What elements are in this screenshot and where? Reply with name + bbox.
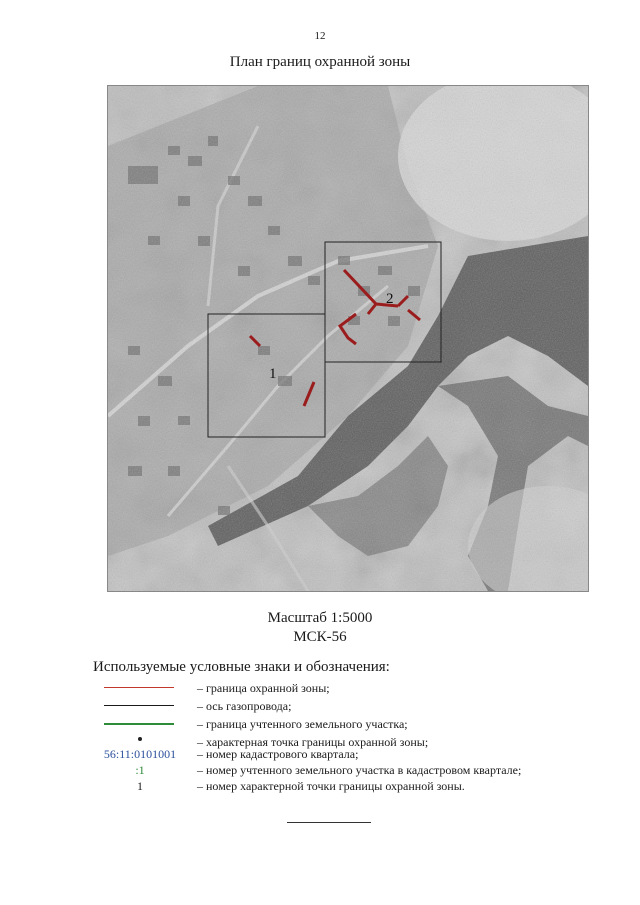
map-label-2: 2 bbox=[386, 291, 394, 307]
legend-symbol bbox=[100, 679, 180, 697]
legend-symbol bbox=[100, 697, 180, 715]
legend-text: – ось газопровода; bbox=[197, 699, 292, 713]
coordinate-system: МСК-56 bbox=[293, 629, 347, 645]
legend-text: – граница учтенного земельного участка; bbox=[197, 717, 408, 731]
red-line-icon bbox=[104, 687, 174, 688]
point-dot-icon bbox=[138, 737, 142, 741]
map-label-1: 1 bbox=[269, 366, 277, 382]
aerial-photo bbox=[108, 86, 588, 591]
legend-text: – номер кадастрового квартала; bbox=[197, 747, 359, 761]
legend-item-land-plot-border bbox=[0, 715, 640, 733]
aerial-map bbox=[107, 85, 589, 592]
scale-block bbox=[0, 609, 640, 647]
document-title: План границ охранной зоны bbox=[229, 54, 411, 70]
scale-text: Масштаб 1:5000 bbox=[267, 610, 373, 626]
point-number: 1 bbox=[137, 779, 143, 793]
legend-text: – характерная точка границы охранной зоны; bbox=[197, 735, 429, 749]
legend-text: – номер характерной точки границы охранной зоны. bbox=[197, 779, 465, 793]
legend-text: – номер учтенного земельного участка в кадастровом квартале; bbox=[197, 763, 522, 777]
legend-symbol bbox=[100, 715, 180, 733]
land-plot-number: :1 bbox=[135, 763, 145, 777]
legend-title: Используемые условные знаки и обозначения: bbox=[93, 659, 390, 675]
legend-item-zone-border bbox=[0, 679, 640, 697]
legend-item-pipeline-axis bbox=[0, 697, 640, 715]
legend-text: – граница охранной зоны; bbox=[197, 681, 330, 695]
black-line-icon bbox=[104, 705, 174, 706]
green-line-icon bbox=[104, 723, 174, 725]
page-number: 12 bbox=[314, 30, 326, 42]
legend-item-point-number bbox=[0, 777, 640, 795]
footer-divider bbox=[287, 822, 371, 823]
cadastral-quarter-number: 56:11:0101001 bbox=[103, 747, 177, 761]
